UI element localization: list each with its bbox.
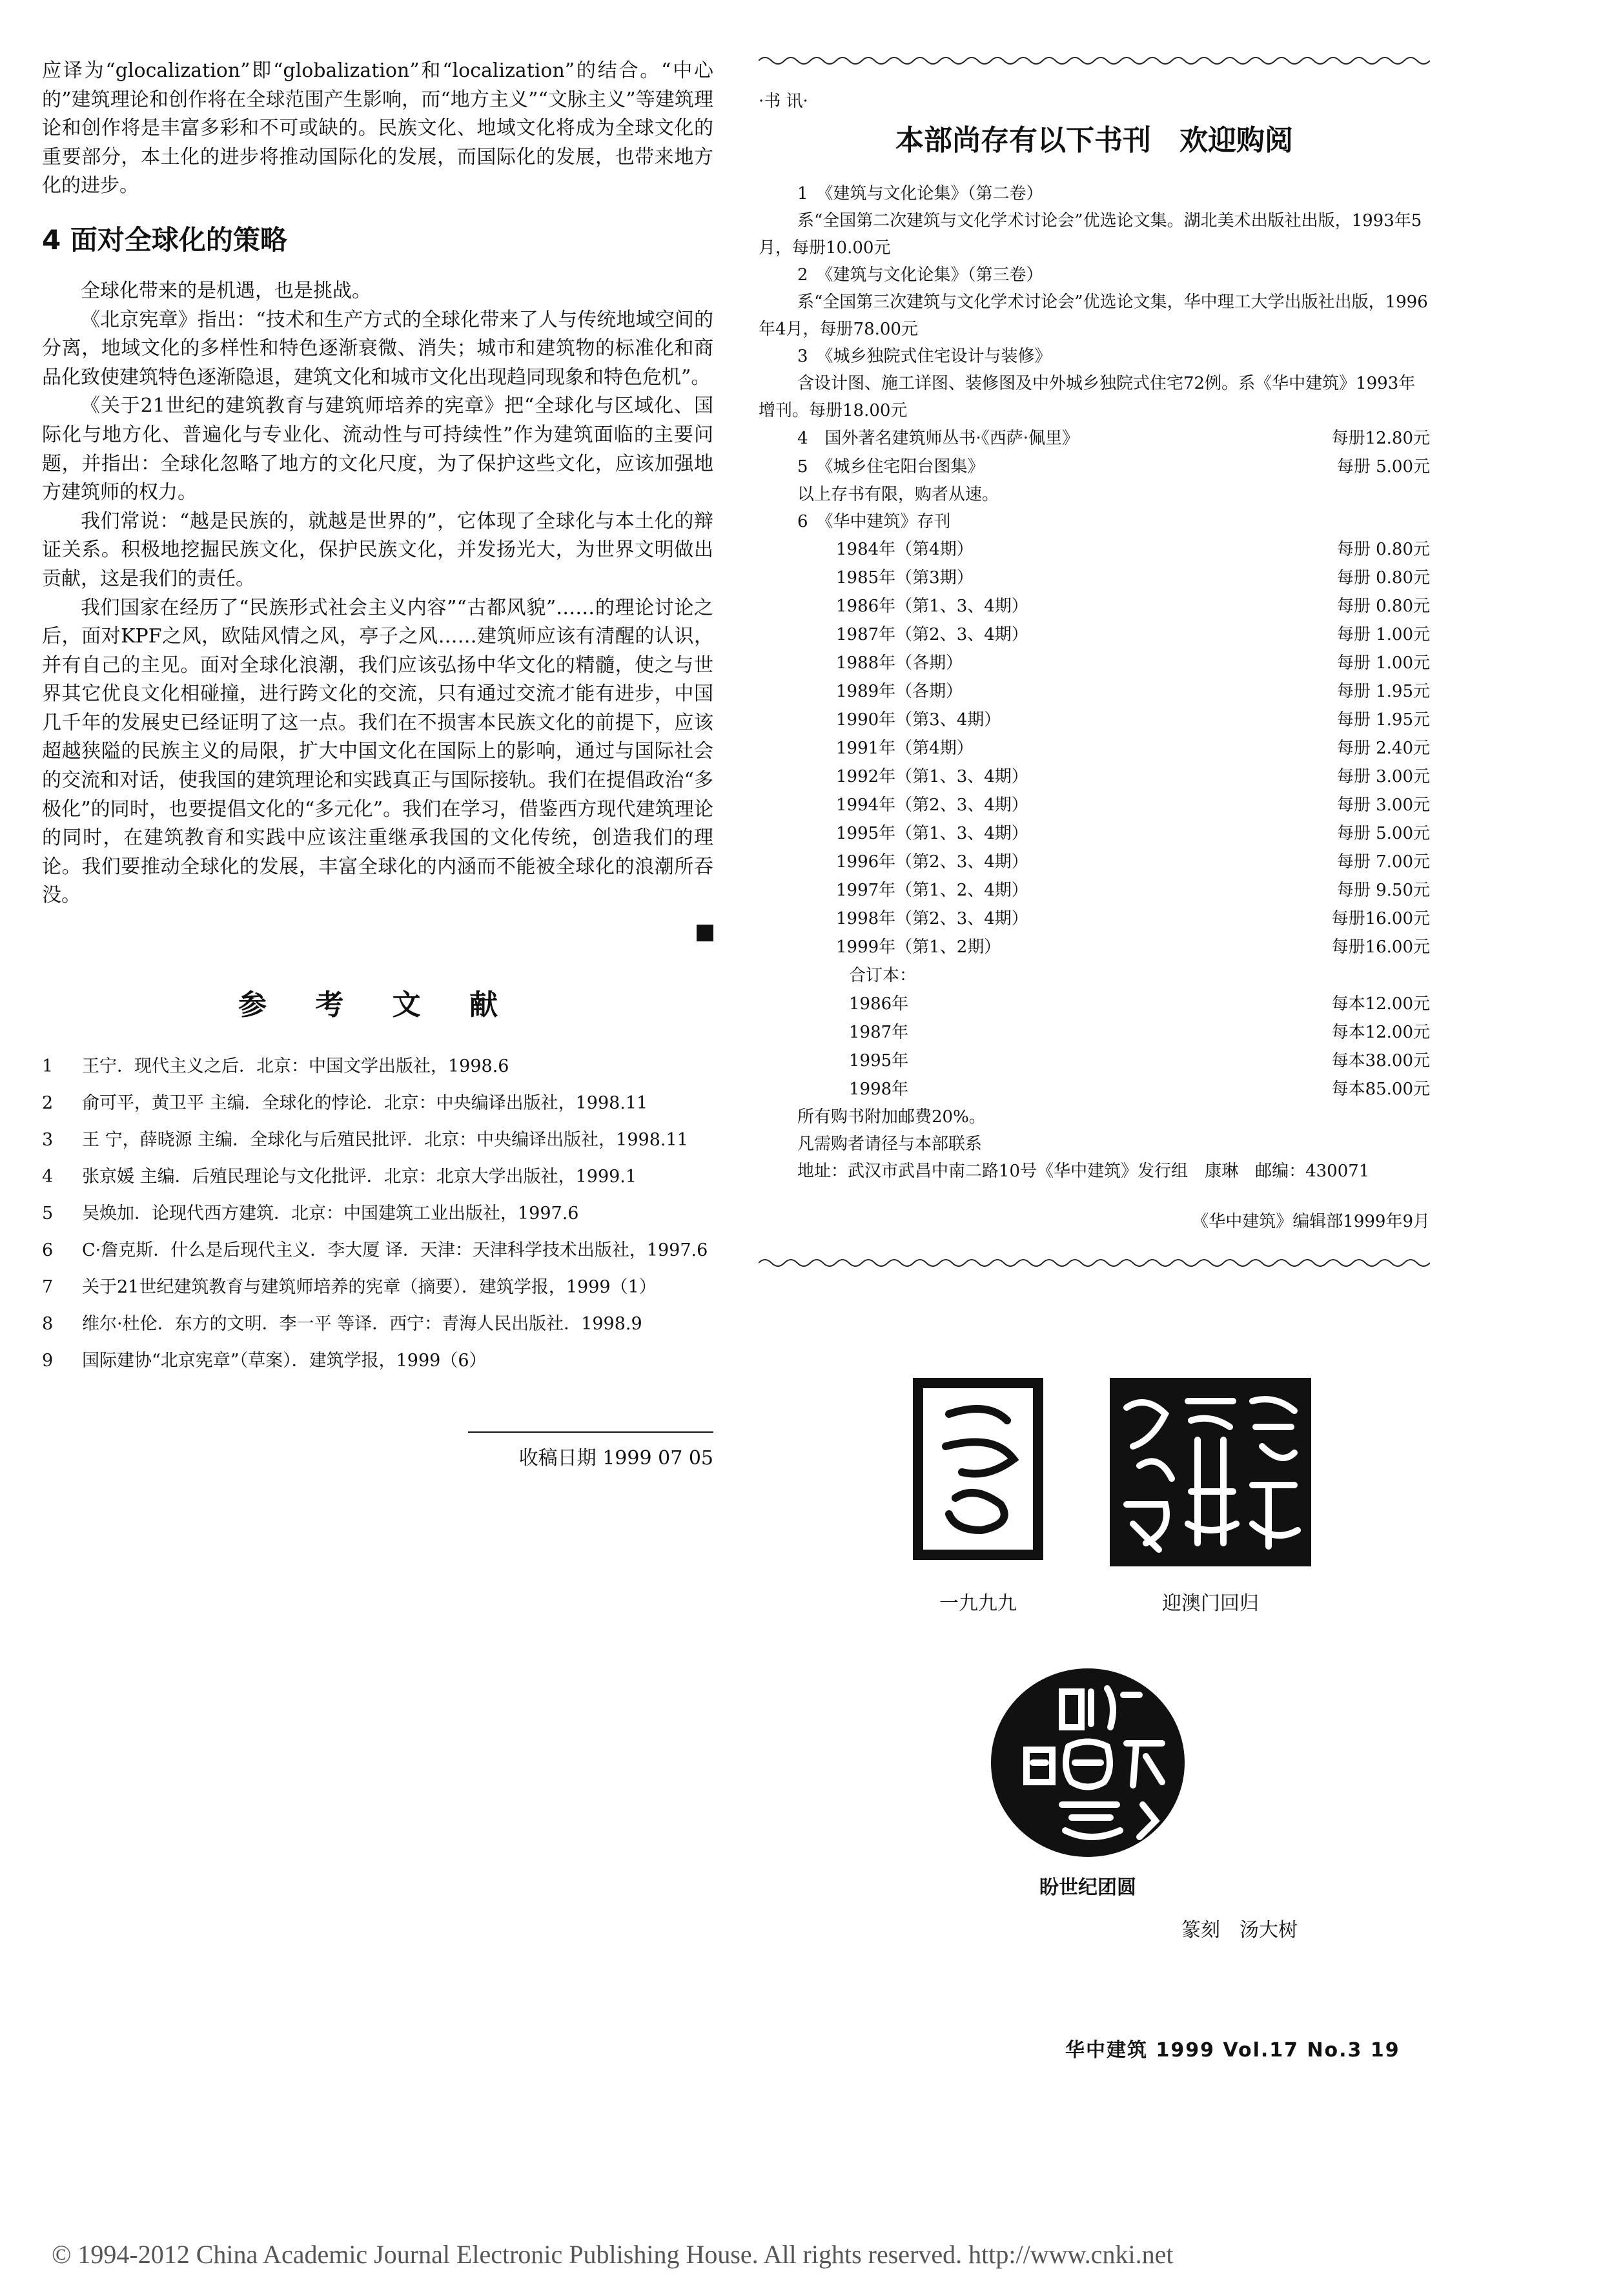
price-row-price: 每册 5.00元 <box>1336 457 1430 477</box>
reference-text: 吴焕加．论现代西方建筑．北京：中国建筑工业出版社，1997.6 <box>82 1204 579 1224</box>
reference-number: 3 <box>42 1130 54 1151</box>
journal-issue-row <box>759 905 1430 933</box>
reference-item <box>42 1164 713 1189</box>
page-footer: 华中建筑 1999 Vol.17 No.3 19 <box>1065 2039 1400 2062</box>
price-row-price: 每册12.80元 <box>1331 429 1430 448</box>
bound-volume-head: 合订本： <box>849 966 917 985</box>
issue-price: 每册 9.50元 <box>1336 881 1430 900</box>
issue-label: 1984年（第4期） <box>836 540 974 559</box>
right-column <box>759 53 1430 1271</box>
issue-price: 每册16.00元 <box>1331 938 1430 957</box>
seal-caption: 一九九九 <box>939 1592 1017 1615</box>
reference-number: 6 <box>42 1240 54 1261</box>
issue-label: 1998年（第2、3、4期） <box>836 909 1028 928</box>
book-item-description: 系“全国第三次建筑与文化学术讨论会”优选论文集，华中理工大学出版社出版，1996年4月，每册78.00元 <box>759 292 1428 339</box>
bound-volume-head-row <box>759 961 1430 990</box>
reference-text: 王宁．现代主义之后．北京：中国文学出版社，1998.6 <box>82 1056 509 1077</box>
limited-stock-note: 以上存书有限，购者从速。 <box>797 485 999 504</box>
issue-label: 1989年（各期） <box>836 682 963 701</box>
seal-reunion-image <box>988 1666 1188 1860</box>
wavy-rule-bottom <box>759 1255 1430 1271</box>
issue-price: 每册 1.00元 <box>1336 653 1430 673</box>
price-row-label: 5 《城乡住宅阳台图集》 <box>797 457 985 477</box>
reference-text: 王 宁，薛晓源 主编．全球化与后殖民批评．北京：中央编译出版社，1998.11 <box>82 1130 688 1151</box>
journal-issue-row <box>759 876 1430 905</box>
seal-caption: 迎澳门回归 <box>1162 1592 1259 1615</box>
mailing-address: 地址：武汉市武昌中南二路10号《华中建筑》发行组 康琳 邮编：430071 <box>797 1162 1370 1181</box>
issue-label: 1987年（第2、3、4期） <box>836 625 1028 644</box>
left-column <box>42 57 713 1470</box>
journal-issue-row <box>759 706 1430 734</box>
bound-price: 每本85.00元 <box>1331 1080 1430 1099</box>
reference-item <box>42 1275 713 1300</box>
issue-price: 每册 1.00元 <box>1336 625 1430 644</box>
journal-issue-row <box>759 763 1430 791</box>
issue-label: 1991年（第4期） <box>836 739 974 758</box>
issue-label: 1994年（第2、3、4期） <box>836 795 1028 815</box>
bound-volume-row <box>759 1075 1430 1103</box>
journal-issue-row <box>759 791 1430 819</box>
bound-label: 1995年 <box>849 1051 909 1071</box>
book-item-title: 1 《建筑与文化论集》（第二卷） <box>797 184 1043 203</box>
journal-issue-row <box>759 649 1430 677</box>
issue-label: 1999年（第1、2期） <box>836 938 1001 957</box>
wavy-rule-top <box>759 53 1430 68</box>
reference-item <box>42 1127 713 1153</box>
reference-text: 国际建协“北京宪章”（草案）．建筑学报，1999（6） <box>82 1351 487 1371</box>
reference-item <box>42 1054 713 1079</box>
issue-price: 每册 0.80元 <box>1336 597 1430 616</box>
seal-macau-return-image <box>1107 1375 1314 1569</box>
issue-price: 每册 3.00元 <box>1336 795 1430 815</box>
reference-text: 张京媛 主编．后殖民理论与文化批评．北京：北京大学出版社，1999.1 <box>82 1167 637 1187</box>
issue-price: 每册16.00元 <box>1331 909 1430 928</box>
journal-issue-row <box>759 933 1430 961</box>
issue-price: 每册 0.80元 <box>1336 568 1430 588</box>
intro-paragraph: 应译为“glocalization”即“globalization”和“localization”的结合。“中心的”建筑理论和创作将在全球范围产生影响，而“地方主义”“文脉主义”等建筑理论和创作将是丰富多彩和不可或缺的。民族文化、地域文化将成为全球文化的重要部分，本土化的进步将推动国际化的发展，而国际化的发展，也带来地方化的进步。 <box>42 59 713 198</box>
body-paragraph: 全球化带来的是机遇，也是挑战。 <box>81 279 371 302</box>
bound-label: 1987年 <box>849 1023 909 1042</box>
issue-label: 1996年（第2、3、4期） <box>836 852 1028 872</box>
seal-caption: 盼世纪团圆 <box>1039 1876 1136 1899</box>
reference-number: 8 <box>42 1314 54 1335</box>
reference-item <box>42 1238 713 1263</box>
body-paragraph: 我们常说：“越是民族的，就越是世界的”，它体现了全球化与本土化的辩证关系。积极地挖掘民族文化，保护民族文化，并发扬光大，为世界文明做出贡献，这是我们的责任。 <box>42 509 713 590</box>
issue-label: 1990年（第3、4期） <box>836 710 1001 730</box>
reference-list <box>42 1054 713 1373</box>
received-date: 收稿日期 1999 07 05 <box>468 1431 713 1470</box>
issue-price: 每册 3.00元 <box>1336 767 1430 786</box>
issue-label: 1992年（第1、3、4期） <box>836 767 1028 786</box>
journal-issue-row <box>759 592 1430 620</box>
copyright-line: © 1994-2012 China Academic Journal Electronic Publishing House. All rights reserved. http://www.cnki.net <box>52 2240 1174 2269</box>
reference-number: 2 <box>42 1093 54 1114</box>
body-paragraph: 我们国家在经历了“民族形式社会主义内容”“古都风貌”……的理论讨论之后，面对KPF之风，欧陆风情之风，亭子之风……建筑师应该有清醒的认识，并有自己的主见。面对全球化浪潮，我们应该弘扬中华文化的精髓，使之与世界其它优良文化相碰撞，进行跨文化的交流，只有通过交流才能有进步，中国几千年的发展史已经证明了这一点。我们在不损害本民族文化的前提下，应该超越狭隘的民族主义的局限，扩大中国文化在国际上的影响，通过与国际社会的交流和对话，使我国的建筑理论和实践真正与国际接轨。我们在提倡政治“多极化”的同时，也要提倡文化的“多元化”。我们在学习，借鉴西方现代建筑理论的同时，在建筑教育和实践中应该注重继承我国的文化传统，创造我们的理论。我们要推动全球化的发展，丰富全球化的内涵而不能被全球化的浪潮所吞没。 <box>42 596 713 907</box>
seal-carver-credit: 篆刻 汤大树 <box>1181 1919 1298 1942</box>
reference-number: 5 <box>42 1204 54 1224</box>
references-title: 参 考 文 献 <box>238 989 517 1022</box>
reference-item <box>42 1201 713 1226</box>
journal-issue-row <box>759 734 1430 763</box>
reference-text: 俞可平，黄卫平 主编．全球化的悖论．北京：中央编译出版社，1998.11 <box>82 1093 648 1114</box>
priced-book-row <box>759 453 1430 481</box>
issue-label: 1988年（各期） <box>836 653 963 673</box>
column-tag: ·书 讯· <box>759 92 808 111</box>
seal-1999-image <box>910 1375 1046 1563</box>
reference-text: 维尔·杜伦．东方的文明．李一平 等译．西宁：青海人民出版社．1998.9 <box>82 1314 642 1335</box>
body-paragraph: 《关于21世纪的建筑教育与建筑师培养的宪章》把“全球化与区域化、国际化与地方化、普遍化与专业化、流动性与可持续性”作为建筑面临的主要问题，并指出：全球化忽略了地方的文化尺度，为了保护这些文化，应该加强地方建筑师的权力。 <box>42 395 713 504</box>
issue-label: 1995年（第1、3、4期） <box>836 824 1028 843</box>
book-item-description: 含设计图、施工详图、装修图及中外城乡独院式住宅72例。系《华中建筑》1993年增刊。每册18.00元 <box>759 374 1416 420</box>
section-heading: 4 面对全球化的策略 <box>42 223 287 256</box>
journal-issue-row <box>759 535 1430 564</box>
issue-price: 每册 2.40元 <box>1336 739 1430 758</box>
issue-label: 1985年（第3期） <box>836 568 974 588</box>
issue-price: 每册 7.00元 <box>1336 852 1430 872</box>
end-of-article-mark <box>697 925 713 941</box>
reference-number: 1 <box>42 1056 54 1077</box>
bound-volume-row <box>759 1018 1430 1047</box>
bound-label: 1986年 <box>849 994 909 1014</box>
journal-issue-row <box>759 677 1430 706</box>
price-row-label: 4 国外著名建筑师丛书·《西萨·佩里》 <box>797 429 1079 448</box>
journal-issue-row <box>759 819 1430 848</box>
bound-price: 每本12.00元 <box>1331 1023 1430 1042</box>
postage-note: 所有购书附加邮费20%。 <box>797 1107 986 1127</box>
notice-title: 本部尚存有以下书刊 欢迎购阅 <box>895 124 1293 157</box>
reference-text: C·詹克斯．什么是后现代主义．李大厦 译．天津：天津科学技术出版社，1997.6 <box>82 1240 708 1261</box>
issue-price: 每册 1.95元 <box>1336 682 1430 701</box>
issue-price: 每册 0.80元 <box>1336 540 1430 559</box>
book-item-title: 2 《建筑与文化论集》（第三卷） <box>797 265 1043 285</box>
book-item-description: 系“全国第二次建筑与文化学术讨论会”优选论文集。湖北美术出版社出版，1993年5月，每册10.00元 <box>759 211 1422 258</box>
issue-label: 1997年（第1、2、4期） <box>836 881 1028 900</box>
reference-item <box>42 1091 713 1116</box>
journal-issue-row <box>759 620 1430 649</box>
reference-number: 9 <box>42 1351 54 1371</box>
issue-price: 每册 5.00元 <box>1336 824 1430 843</box>
journal-issue-row <box>759 564 1430 592</box>
bound-price: 每本38.00元 <box>1331 1051 1430 1071</box>
contact-note: 凡需购者请径与本部联系 <box>797 1134 983 1154</box>
journal-issue-row <box>759 848 1430 876</box>
reference-text: 关于21世纪建筑教育与建筑师培养的宪章（摘要）．建筑学报，1999（1） <box>82 1277 657 1298</box>
bound-volume-row <box>759 1047 1430 1075</box>
bound-price: 每本12.00元 <box>1331 994 1430 1014</box>
journal-head: 6 《华中建筑》存刊 <box>797 512 951 531</box>
reference-number: 4 <box>42 1167 54 1187</box>
priced-book-row <box>759 424 1430 453</box>
issue-label: 1986年（第1、3、4期） <box>836 597 1028 616</box>
body-paragraph: 《北京宪章》指出：“技术和生产方式的全球化带来了人与传统地域空间的分离，地域文化的多样性和特色逐渐衰微、消失；城市和建筑物的标准化和商品化致使建筑特色逐渐隐退，建筑文化和城市文化出现趋同现象和特色危机”。 <box>42 308 713 389</box>
book-item-title: 3 《城乡独院式住宅设计与装修》 <box>797 347 1052 366</box>
reference-item <box>42 1311 713 1337</box>
bound-volume-row <box>759 990 1430 1018</box>
issue-price: 每册 1.95元 <box>1336 710 1430 730</box>
bound-label: 1998年 <box>849 1080 909 1099</box>
reference-number: 7 <box>42 1277 54 1298</box>
editorial-signature: 《华中建筑》编辑部1999年9月 <box>1192 1212 1430 1231</box>
reference-item <box>42 1348 713 1373</box>
